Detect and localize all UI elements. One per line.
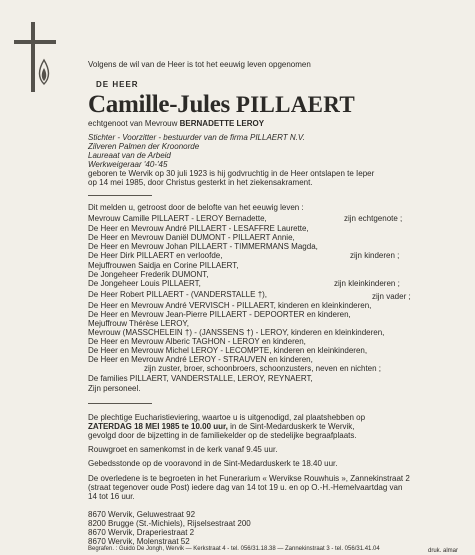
divider xyxy=(88,195,152,196)
deceased-first-name: Camille-Jules xyxy=(88,91,230,118)
relation-label: zijn echtgenote ; xyxy=(344,214,403,223)
funerarium-line: 14 tot 16 uur. xyxy=(88,492,135,501)
family-line: De Heer en Mevrouw André VERVISCH - PILLAERT, kinderen en kleinkinderen, xyxy=(88,301,372,310)
cross-with-flame-icon xyxy=(14,22,56,92)
address-line: 8670 Wervik, Draperiestraat 2 xyxy=(88,528,195,537)
relation-label: zijn vader ; xyxy=(372,292,411,301)
spouse-line xyxy=(88,119,264,129)
title-line: Zilveren Palmen der Kroonorde xyxy=(88,142,200,151)
family-line: Mejuffrouw Thérèse LEROY, xyxy=(88,319,189,328)
family-line: De Heer en Mevrouw Johan PILLAERT - TIMMERMANS Magda, xyxy=(88,242,318,251)
ceremony-date: ZATERDAG 18 MEI 1985 te 10.00 uur, xyxy=(88,422,228,431)
family-line: De Heer Dirk PILLAERT en verloofde, xyxy=(88,251,223,260)
spouse-name: BERNADETTE LEROY xyxy=(179,119,265,128)
ceremony-line: De plechtige Eucharistieviering, waartoe u is uitgenodigd, zal plaatshebben op xyxy=(88,413,366,422)
family-line: Mejuffrouwen Saidja en Corine PILLAERT, xyxy=(88,261,239,270)
family-line: Mevrouw (MASSCHELEIN †) - (JANSSENS †) - LEROY, kinderen en kleinkinderen, xyxy=(88,328,385,337)
ceremony-place: in de Sint-Medarduskerk te Wervik, xyxy=(230,422,355,431)
printer-credit: druk. almar xyxy=(428,548,459,554)
family-line: De Heer en Mevrouw André LEROY - STRAUVEN en kinderen, xyxy=(88,355,313,364)
family-line: De Jongeheer Frederik DUMONT, xyxy=(88,270,209,279)
title-line: Laureaat van de Arbeid xyxy=(88,151,171,160)
address-line: 8200 Brugge (St.-Michiels), Rijselsestraat 200 xyxy=(88,519,251,528)
divider xyxy=(88,403,152,404)
family-line: De families PILLAERT, VANDERSTALLE, LEROY, REYNAERT, xyxy=(88,374,313,383)
family-line: De Heer en Mevrouw Alberic TAGHON - LEROY en kinderen, xyxy=(88,337,306,346)
deceased-name xyxy=(88,92,355,118)
spouse-prefix: echtgenoot van Mevrouw xyxy=(88,119,178,128)
family-line: De Heer en Mevrouw Michel LEROY - LECOMPTE, kinderen en kleinkinderen, xyxy=(88,346,368,355)
de-heer-label: DE HEER xyxy=(96,80,139,89)
family-line: De Jongeheer Louis PILLAERT, xyxy=(88,279,201,288)
rouwgroet-line: Rouwgroet en samenkomst in de kerk vanaf 9.45 uur. xyxy=(88,445,278,454)
funeral-director-footer: Begrafen. : Guido De Jongh, Wervik — Kerkstraat 4 - tel. 056/31.18.38 — Zannekinstraat 3 - tel. 056/31.41.04 xyxy=(88,546,380,552)
deceased-last-name: PILLAERT xyxy=(235,92,356,117)
family-line: zijn zuster, broer, schoonbroers, schoonzusters, neven en nichten ; xyxy=(144,364,382,373)
funerarium-line: (straat tegenover oude Post) iedere dag van 14 tot 19 u. en op O.-H.-Hemelvaartdag van xyxy=(88,483,403,492)
ceremony-line: gevolgd door de bijzetting in de familiekelder op de stedelijke begraafplaats. xyxy=(88,431,357,440)
relation-label: zijn kleinkinderen ; xyxy=(334,279,400,288)
funerarium-line: De overledene is te begroeten in het Funerarium « Wervikse Rouwhuis », Zannekinstraat 2 xyxy=(88,474,410,483)
relation-label: zijn kinderen ; xyxy=(350,251,400,260)
family-line: Mevrouw Camille PILLAERT - LEROY Bernadette, xyxy=(88,214,267,223)
address-line: 8670 Wervik, Geluwestraat 92 xyxy=(88,510,196,519)
family-line: De Heer Robert PILLAERT - (VANDERSTALLE †), xyxy=(88,290,268,299)
gebedsstonde-line: Gebedsstonde op de vooravond in de Sint-Medarduskerk te 18.40 uur. xyxy=(88,459,338,468)
family-line: De Heer en Mevrouw Jean-Pierre PILLAERT - DEPOORTER en kinderen, xyxy=(88,310,351,319)
address-line: 8670 Wervik, Molenstraat 52 xyxy=(88,537,190,546)
family-line: Zijn personeel. xyxy=(88,384,141,393)
bio-line: geboren te Wervik op 30 juli 1923 is hij godvruchtig in de Heer ontslapen te Ieper xyxy=(88,169,375,178)
family-line: De Heer en Mevrouw Daniël DUMONT - PILLAERT Annie, xyxy=(88,233,295,242)
title-line: Werkweigeraar '40-'45 xyxy=(88,160,168,169)
announce-line: Dit melden u, getroost door de belofte van het eeuwig leven : xyxy=(88,203,304,212)
title-line: Stichter - Voorzitter - bestuurder van de firma PILLAERT N.V. xyxy=(88,133,305,142)
bio-line: op 14 mei 1985, door Christus gesterkt in het ziekensakrament. xyxy=(88,178,313,187)
family-line: De Heer en Mevrouw André PILLAERT - LESAFFRE Laurette, xyxy=(88,224,309,233)
intro-line: Volgens de wil van de Heer is tot het eeuwig leven opgenomen xyxy=(88,60,311,69)
